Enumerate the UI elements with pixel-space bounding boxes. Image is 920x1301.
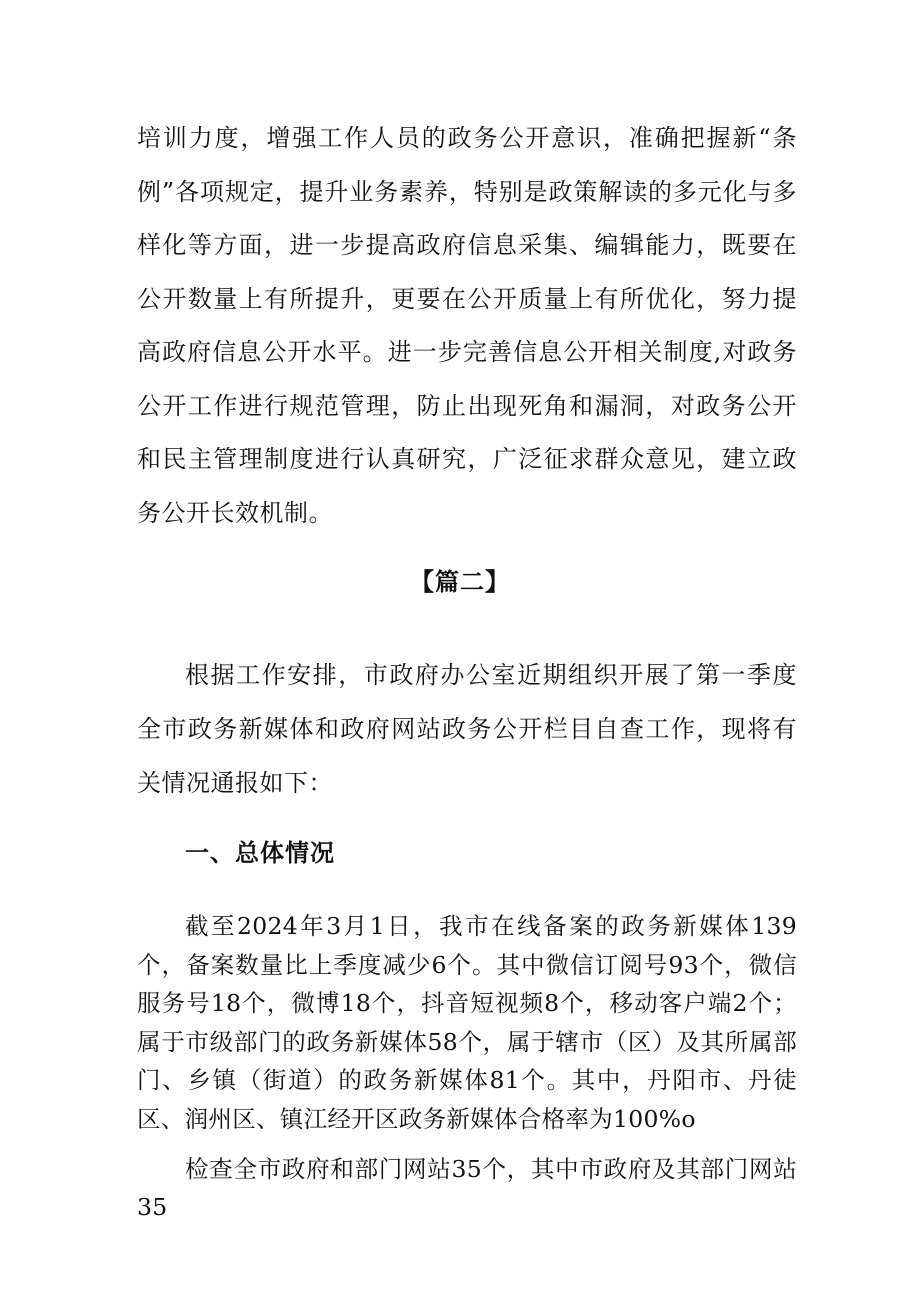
body-paragraph-3: 截至2024年3月1日，我市在线备案的政务新媒体139个，备案数量比上季度减少6个。其中微信订阅号93个，微信服务号18个，微博18个，抖音短视频8个，移动客户端2个；属于市级部门的政务新媒体58个，属于辖市（区）及其所属部门、乡镇（街道）的政务新媒体81个。其中，丹阳市、丹徒区、润州区、镇江经开区政务新媒体合格率为100%o bbox=[137, 912, 797, 1133]
body-paragraph-2: 根据工作安排，市政府办公室近期组织开展了第一季度全市政务新媒体和政府网站政务公开栏目自查工作，现将有关情况通报如下： bbox=[137, 661, 797, 797]
section-title: 【篇二】 bbox=[410, 567, 510, 596]
heading-overall-situation: 一、总体情况 bbox=[185, 838, 335, 867]
body-paragraph-1: 培训力度，增强工作人员的政务公开意识，准确把握新“条例”各项规定，提升业务素养，特别是政策解读的多元化与多样化等方面，进一步提高政府信息采集、编辑能力，既要在公开数量上有所提升，更要在公开质量上有所优化，努力提高政府信息公开水平。进一步完善信息公开相关制度,对政务公开工作进行规范管理，防止出现死角和漏洞，对政务公开和民主管理制度进行认真研究，广泛征求群众意见，建立政务公开长效机制。 bbox=[137, 124, 797, 527]
body-paragraph-4: 检查全市政府和部门网站35个，其中市政府及其部门网站35 bbox=[137, 1155, 797, 1221]
